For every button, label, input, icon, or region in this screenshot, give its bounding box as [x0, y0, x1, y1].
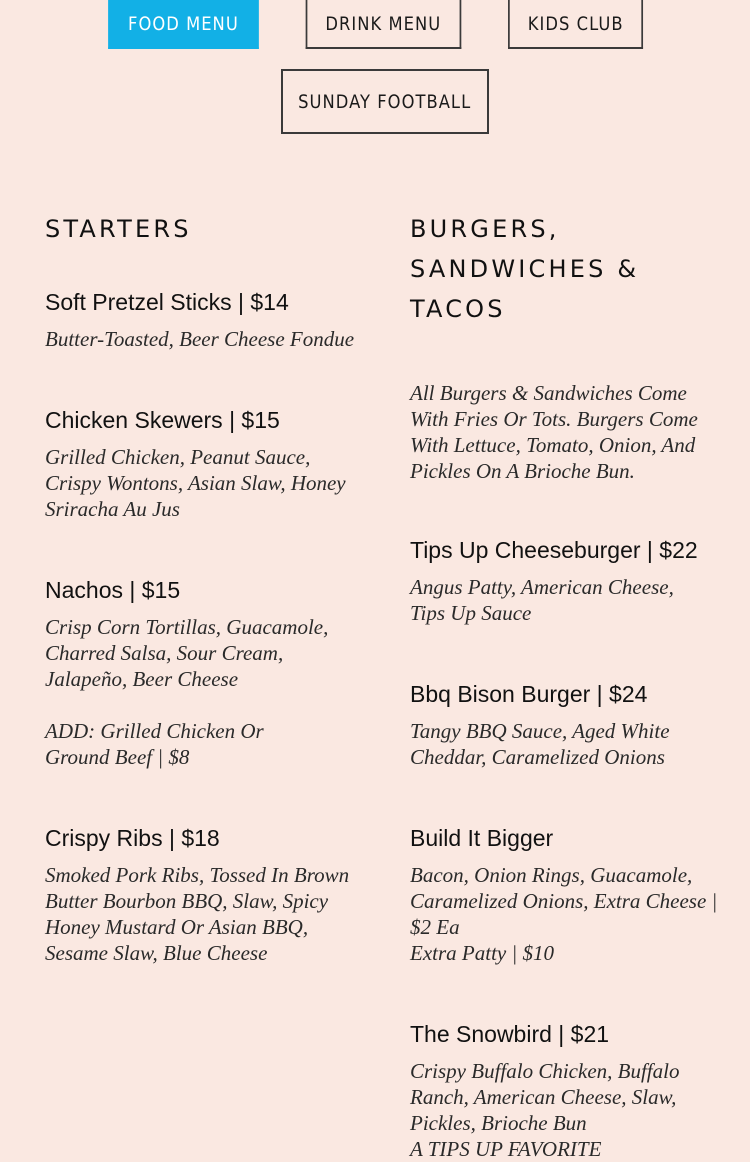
burgers-intro: All Burgers & Sandwiches Come With Fries Or Tots. Burgers Come With Lettuce, Tomato, Onion, And Pickles On A Brioche Bun.	[410, 381, 698, 483]
item-name: Tips Up Cheeseburger | $22	[410, 537, 698, 563]
menu-item	[45, 823, 375, 966]
item-name: Soft Pretzel Sticks | $14	[45, 289, 289, 315]
item-name: Bbq Bison Burger | $24	[410, 681, 648, 707]
tab-food-menu[interactable]: FOOD MENU	[108, 0, 258, 49]
menu-item	[45, 287, 375, 352]
item-description: Butter-Toasted, Beer Cheese Fondue	[45, 327, 355, 351]
tab-sunday-football-label: SUNDAY FOOTBALL	[298, 90, 472, 113]
item-name: Nachos | $15	[45, 577, 181, 603]
menu-item	[410, 1019, 740, 1162]
item-description: Crisp Corn Tortillas, Guacamole, Charred Salsa, Sour Cream, Jalapeño, Beer Cheese	[45, 615, 329, 691]
item-name: Build It Bigger	[410, 825, 554, 851]
item-name: Chicken Skewers | $15	[45, 407, 280, 433]
item-name: The Snowbird | $21	[410, 1021, 610, 1047]
section-title-starters: STARTERS	[45, 215, 192, 243]
item-description: Grilled Chicken, Peanut Sauce, Crispy Wontons, Asian Slaw, Honey Sriracha Au Jus	[45, 445, 346, 521]
tab-kids-club[interactable]: KIDS CLUB	[508, 0, 643, 49]
item-addon: ADD: Grilled Chicken Or Ground Beef | $8	[45, 719, 264, 769]
item-description: Smoked Pork Ribs, Tossed In Brown Butter Bourbon BBQ, Slaw, Spicy Honey Mustard Or Asian BBQ, Sesame Slaw, Blue Cheese	[45, 863, 350, 965]
menu-item	[45, 405, 375, 522]
menu-item	[45, 575, 375, 770]
menu-item	[410, 823, 740, 966]
section-title-burgers: BURGERS, SANDWICHES & TACOS	[410, 215, 640, 323]
item-description: Tangy BBQ Sauce, Aged White Cheddar, Caramelized Onions	[410, 719, 670, 769]
menu-tabs	[0, 0, 750, 49]
tab-drink-menu[interactable]: DRINK MENU	[306, 0, 461, 49]
item-description: Crispy Buffalo Chicken, Buffalo Ranch, American Cheese, Slaw, Pickles, Brioche Bun A TIPS UP FAVORITE	[410, 1059, 680, 1161]
tab-sunday-football[interactable]	[281, 69, 489, 134]
item-name: Crispy Ribs | $18	[45, 825, 220, 851]
menu-item	[410, 679, 740, 770]
item-description: Bacon, Onion Rings, Guacamole, Caramelized Onions, Extra Cheese | $2 Ea Extra Patty | $10	[410, 863, 718, 965]
menu-item	[410, 535, 740, 626]
item-description: Angus Patty, American Cheese, Tips Up Sauce	[410, 575, 674, 625]
